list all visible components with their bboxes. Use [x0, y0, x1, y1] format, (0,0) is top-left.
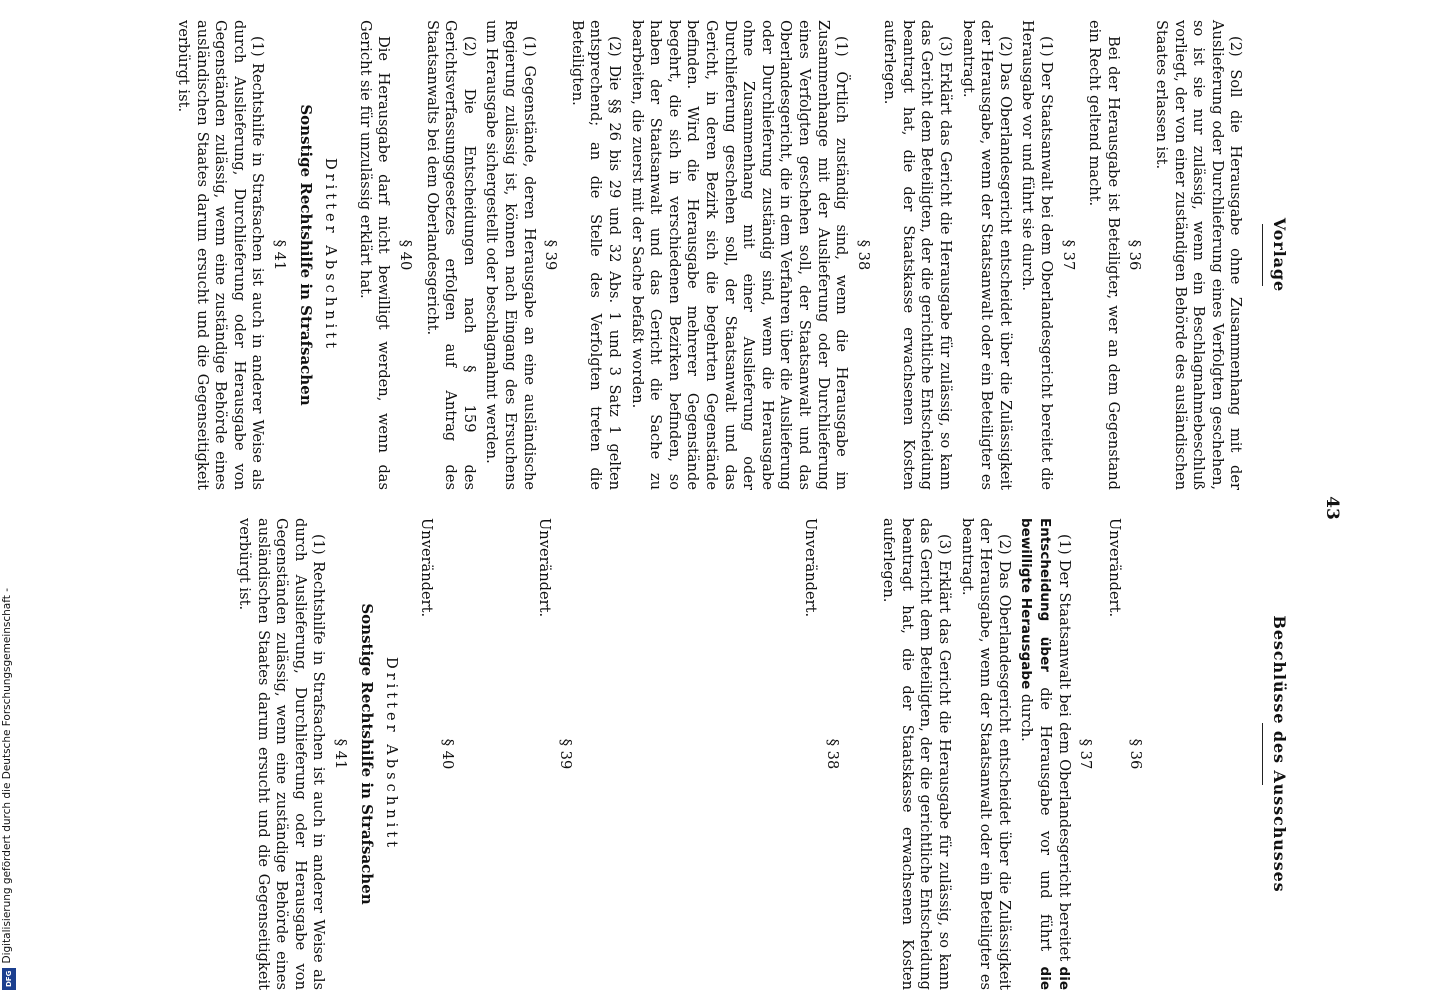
right-s40-text: Unverändert.	[417, 518, 435, 618]
left-s38-para-2: (2) Die §§ 26 bis 29 und 32 Abs. 1 und 3 Satz 1 gelten entsprechend; an die Stelle des Verfolgten treten die Beteiligten.	[568, 20, 623, 490]
left-column-heading: Vorlage	[1270, 217, 1289, 293]
right-s37-para-3: (3) Erklärt das Gericht die Herausgabe für zulässig, so kann das Gericht dem Beteiligten, der die gerichtliche Entscheidung beantragt hat, die der Staatskasse erwachsenen Kosten auferlegen.	[880, 518, 954, 990]
right-s37-text-b: die Herausgabe vor und führt	[1037, 671, 1055, 967]
left-s37-para-2: (2) Das Oberlandesgericht entscheidet über die Zulässigkeit der Herausgabe, wenn der Staatsanwalt oder ein Beteiligter es beantragt.	[959, 20, 1014, 490]
dfg-logo: DFG	[2, 968, 16, 990]
right-s37-bold-2: die bewilligte Herausgabe	[1018, 518, 1054, 990]
right-s38-text: Unverändert.	[802, 518, 820, 618]
right-s37-bold-1: die Entscheidung über	[1037, 518, 1072, 990]
spacer	[849, 518, 875, 990]
right-s37-text-c: durch.	[1018, 689, 1036, 742]
left-s37-para-1: (1) Der Staatsanwalt bei dem Oberlandesgericht bereitet die Herausgabe vor und führt sie durch.	[1019, 20, 1056, 490]
right-section-36-heading: § 36	[1127, 738, 1145, 770]
left-s35-para-2: (2) Soll die Herausgabe ohne Zusammenhang mit der Auslieferung oder Durchlieferung eines Verfolgten geschehen, so ist sie nur zulässig, wenn ein Beschlagnahmebeschluß vorliegt, der von einer zuständigen Behörde des ausländischen Staates erlassen ist.	[1153, 20, 1245, 490]
right-section-41-heading: § 41	[331, 738, 349, 770]
spacer	[583, 518, 791, 990]
heading-rule	[1262, 224, 1263, 286]
right-s41-para-1: (1) Rechtshilfe in Strafsachen ist auch in anderer Weise als durch Auslieferung, Durchlieferung oder Herausgabe von Gegenständen zulässig, wenn eine zuständige Behörde eines ausländischen Staates darum ersucht und die Gegenseitigkeit verbürgt ist.	[235, 518, 328, 990]
funding-note: Digitalisierung gefördert durch die Deutsche Forschungsgemeinschaft -	[1, 588, 13, 964]
left-s41-para-1: (1) Rechtshilfe in Strafsachen ist auch in anderer Weise als durch Auslieferung, Durchlieferung oder Herausgabe von Gegenständen zulässig, wenn eine zuständige Behörde eines ausländischen Staates darum ersucht und die Gegenseitigkeit verbürgt ist.	[175, 20, 267, 490]
left-abschnitt-label: Dritter Abschnitt	[322, 157, 340, 353]
right-section-37-heading: § 37	[1077, 738, 1095, 770]
right-s37-para-2: (2) Das Oberlandesgericht entscheidet über die Zulässigkeit der Herausgabe, wenn der Staatsanwalt oder ein Beteiligter es beantragt.	[958, 518, 1013, 990]
right-s37-text-a: (1) Der Staatsanwalt bei dem Oberlandesgericht bereitet	[1055, 534, 1073, 967]
spacer	[464, 518, 524, 990]
right-section-40-heading: § 40	[439, 738, 457, 770]
left-s36-text: Bei der Herausgabe ist Beteiligter, wer an dem Gegenstand ein Recht geltend macht.	[1086, 20, 1122, 490]
page-number: 43	[1322, 496, 1342, 520]
left-section-38-heading: § 38	[854, 239, 872, 271]
left-s39-para-2: (2) Die Entscheidungen nach § 159 des Gerichtsverfassungsgesetzes erfolgen auf Antrag des Staatsanwalts bei dem Oberlandesgericht.	[423, 20, 478, 490]
left-section-40-heading: § 40	[397, 239, 415, 271]
left-s39-para-1: (1) Gegenstände, deren Herausgabe an eine ausländische Regierung zulässig ist, können nach Eingang des Ersuchens um Herausgabe sichergestellt oder beschlagnahmt werden.	[483, 20, 538, 490]
right-section-38-heading: § 38	[823, 738, 841, 770]
right-column-beschluesse	[230, 518, 1288, 990]
left-s40-text: Die Herausgabe darf nicht bewilligt werden, wenn das Gericht sie für unzulässig erklärt hat.	[356, 20, 393, 490]
left-s38-para-1: (1) Örtlich zuständig sind, wenn die Herausgabe im Zusammenhange mit der Auslieferung oder Durchlieferung eines Verfolgten geschehen soll, der Staatsanwalt und das Oberlandesgericht, die in dem Verfahren über die Auslieferung oder Durchlieferung zuständig sind, wenn die Herausgabe ohne Zusammenhang mit einer Auslieferung oder Durchlieferung geschehen soll, der Staatsanwalt und das Gericht, in deren Bezirk sich die begehrten Gegenstände befinden. Wird die Herausgabe mehrerer Gegenstände begehrt, die sich in verschiedenen Bezirken befinden, so haben der Staatsanwalt und das Gericht die Sache zu bearbeiten, die zuerst mit der Sache befaßt worden.	[628, 20, 851, 490]
right-abschnitt-label: Dritter Abschnitt	[383, 656, 401, 852]
right-s36-text: Unverändert.	[1105, 518, 1123, 618]
left-section-36-heading: § 36	[1126, 239, 1144, 271]
left-section-41-heading: § 41	[271, 239, 289, 271]
left-abschnitt-title: Sonstige Rechtshilfe in Strafsachen	[296, 104, 315, 406]
right-s37-para-1	[1017, 518, 1073, 990]
left-section-37-heading: § 37	[1059, 239, 1077, 271]
dfg-funding-footer	[0, 588, 18, 994]
right-column-heading: Beschlüsse des Ausschusses	[1270, 615, 1289, 893]
spacer	[1152, 518, 1244, 990]
right-section-39-heading: § 39	[557, 738, 575, 770]
left-column-vorlage	[170, 20, 1288, 490]
right-abschnitt-title: Sonstige Rechtshilfe in Strafsachen	[357, 603, 376, 905]
left-s37-para-3: (3) Erklärt das Gericht die Herausgabe für zulässig, so kann das Gericht dem Beteiligten, der die gerichtliche Entscheidung beantragt hat, die der Staatskasse erwachsenen Kosten auferlegen.	[881, 20, 955, 490]
left-section-39-heading: § 39	[542, 239, 560, 271]
heading-rule	[1262, 723, 1263, 785]
right-s39-text: Unverändert.	[535, 518, 553, 618]
